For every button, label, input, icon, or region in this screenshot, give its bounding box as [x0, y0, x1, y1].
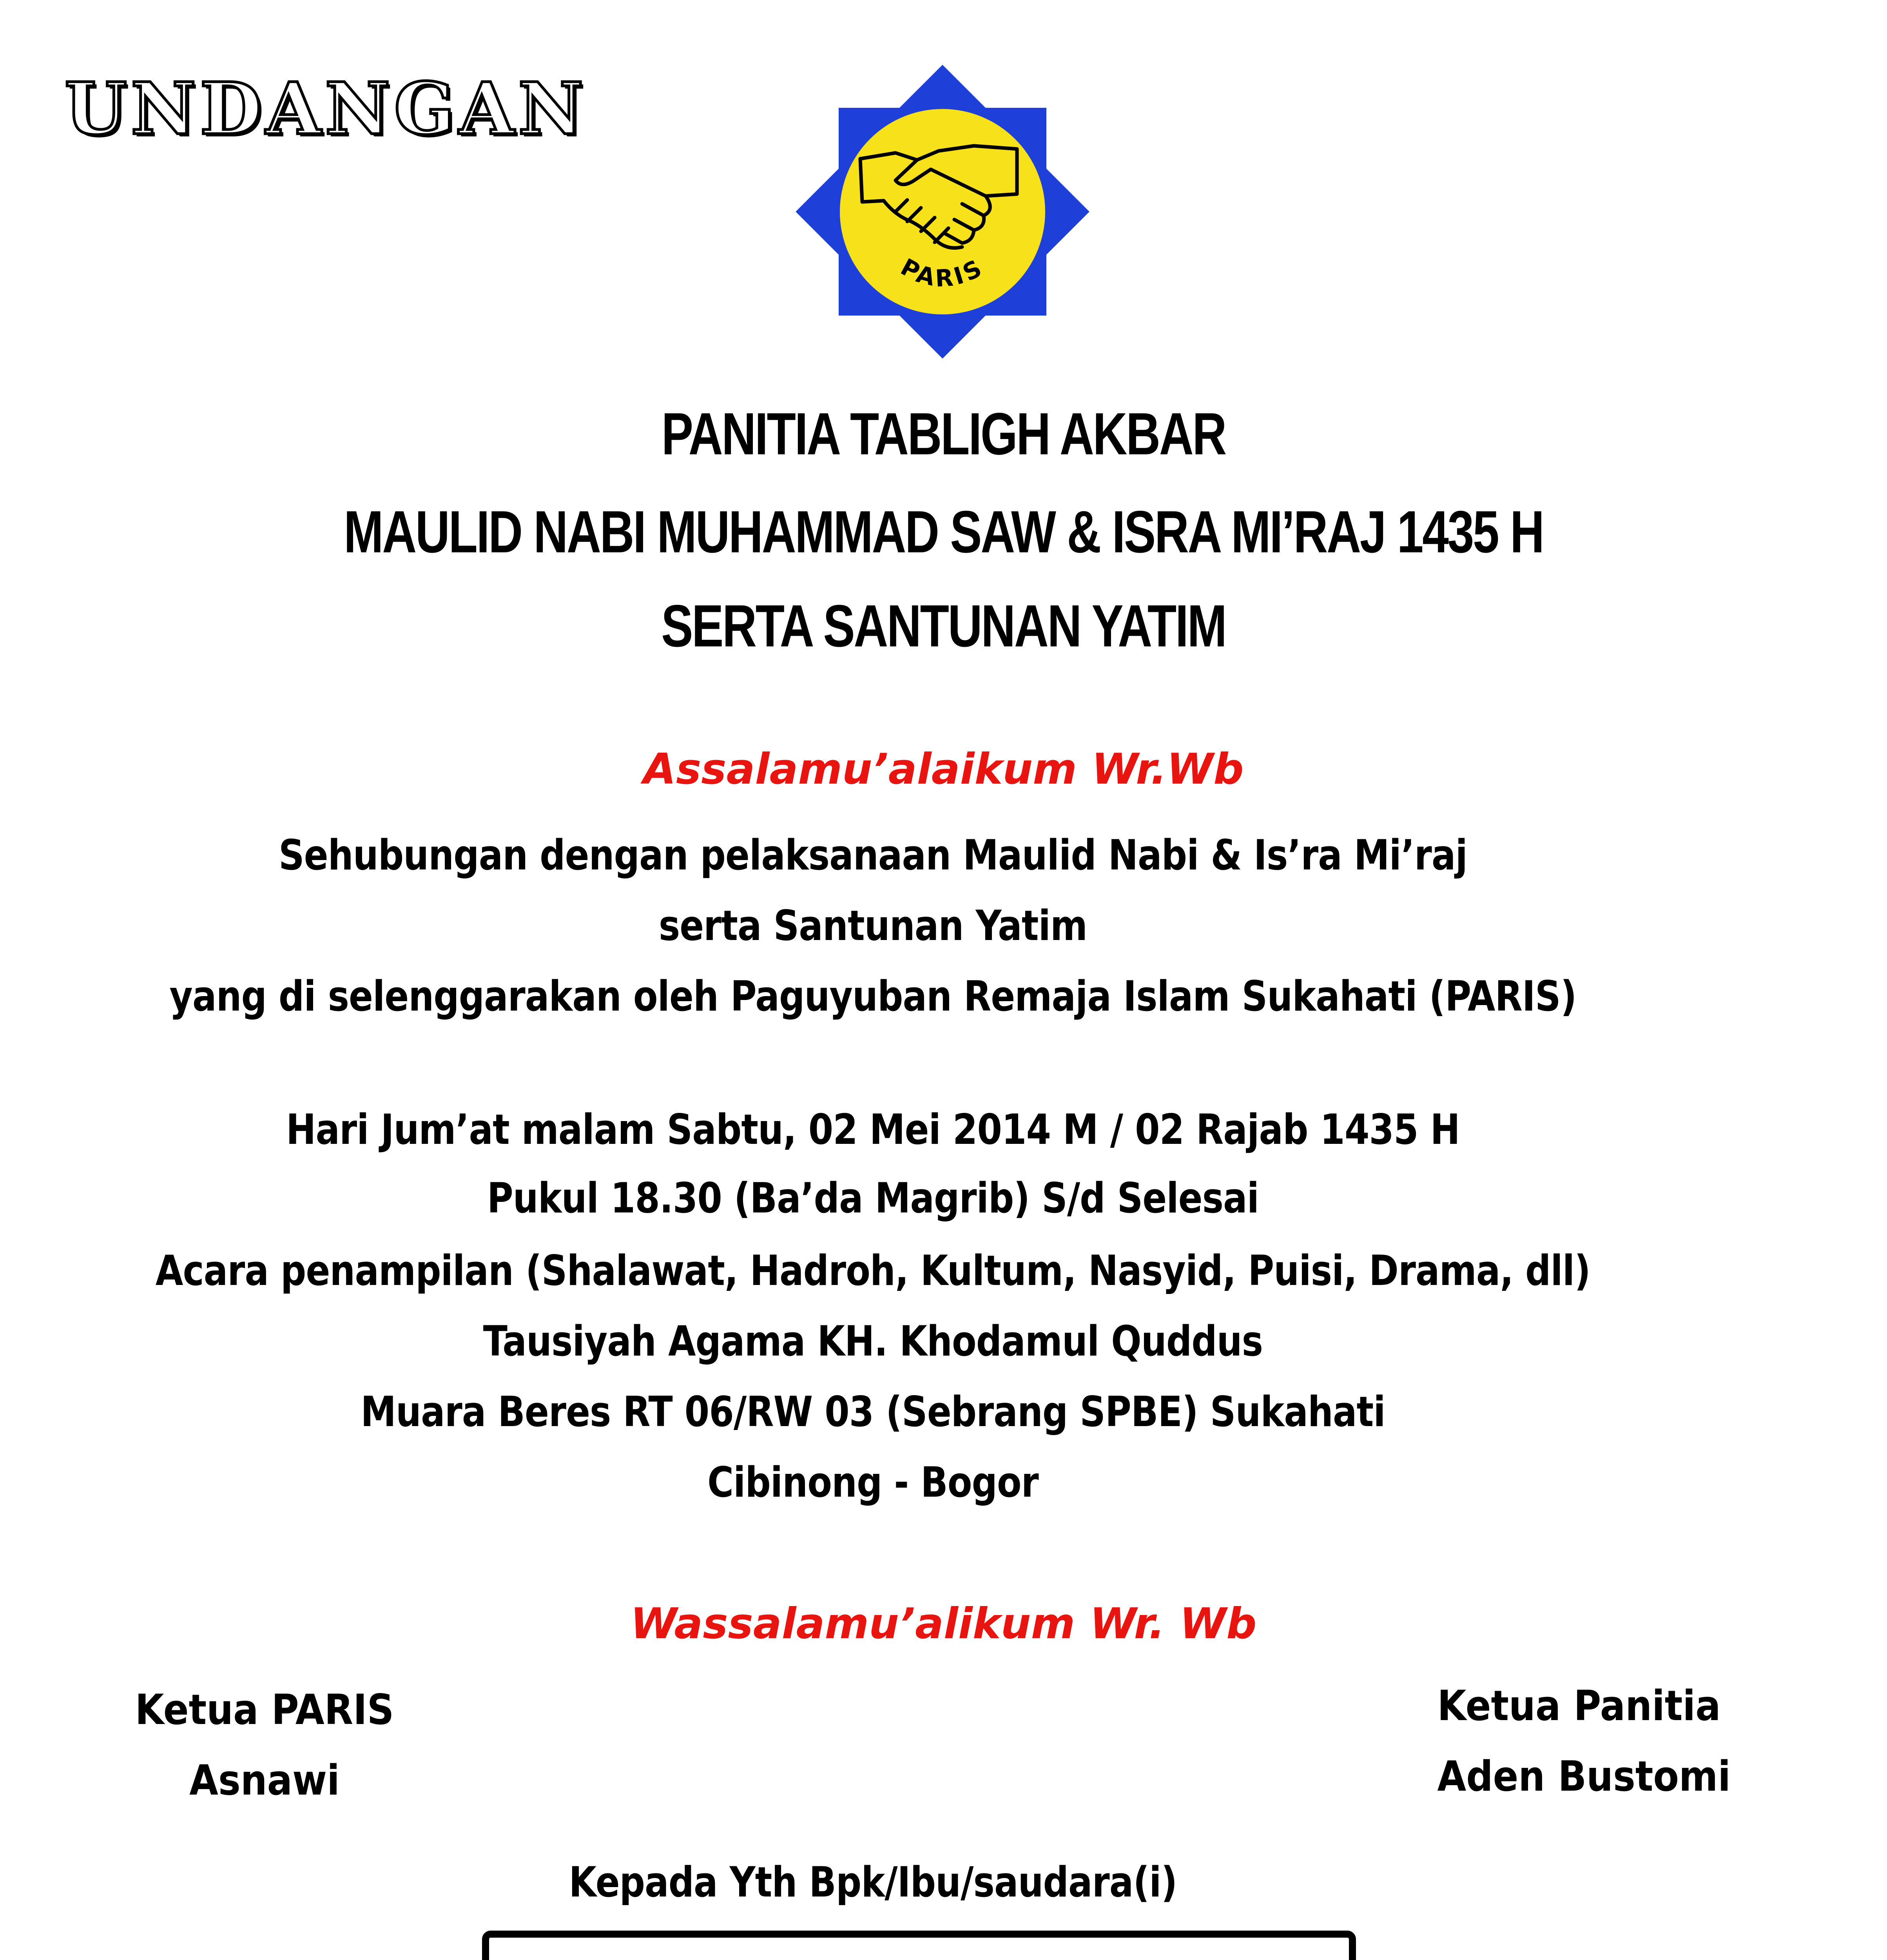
left-signature-name: Asnawi [189, 1756, 340, 1804]
heading-line-1: PANITIA TABLIGH AKBAR [661, 401, 1226, 467]
detail-city: Cibinong - Bogor [707, 1458, 1039, 1506]
detail-address: Muara Beres RT 06/RW 03 (Sebrang SPBE) Sukahati [361, 1388, 1385, 1436]
recipient-address-box [482, 1931, 1356, 1960]
intro-line-1: Sehubungan dengan pelaksanaan Maulid Nabi & Is’ra Mi’raj [278, 831, 1467, 879]
opening-greeting: Assalamu’alaikum Wr.Wb [643, 745, 1244, 794]
detail-time: Pukul 18.30 (Ba’da Magrib) S/d Selesai [487, 1174, 1259, 1222]
detail-program: Acara penampilan (Shalawat, Hadroh, Kultum, Nasyid, Puisi, Drama, dll) [155, 1247, 1591, 1295]
paris-logo [766, 55, 1119, 368]
detail-speaker: Tausiyah Agama KH. Khodamul Quddus [483, 1317, 1263, 1365]
document-title: UNDANGAN [65, 67, 587, 151]
recipient-label: Kepada Yth Bpk/Ibu/saudara(i) [569, 1858, 1177, 1906]
right-signature-name: Aden Bustomi [1437, 1752, 1731, 1800]
intro-line-2: serta Santunan Yatim [658, 902, 1088, 950]
left-signature-role: Ketua PARIS [135, 1686, 394, 1734]
logo-text: PARIS [896, 253, 989, 293]
detail-date: Hari Jum’at malam Sabtu, 02 Mei 2014 M / 02 Rajab 1435 H [286, 1105, 1460, 1154]
heading-line-3: SERTA SANTUNAN YATIM [661, 593, 1226, 659]
heading-line-2: MAULID NABI MUHAMMAD SAW & ISRA MI’RAJ 1435 H [344, 499, 1543, 565]
right-signature-role: Ketua Panitia [1437, 1682, 1721, 1730]
intro-line-3: yang di selenggarakan oleh Paguyuban Remaja Islam Sukahati (PARIS) [169, 972, 1577, 1020]
closing-greeting: Wassalamu’alikum Wr. Wb [630, 1599, 1257, 1648]
